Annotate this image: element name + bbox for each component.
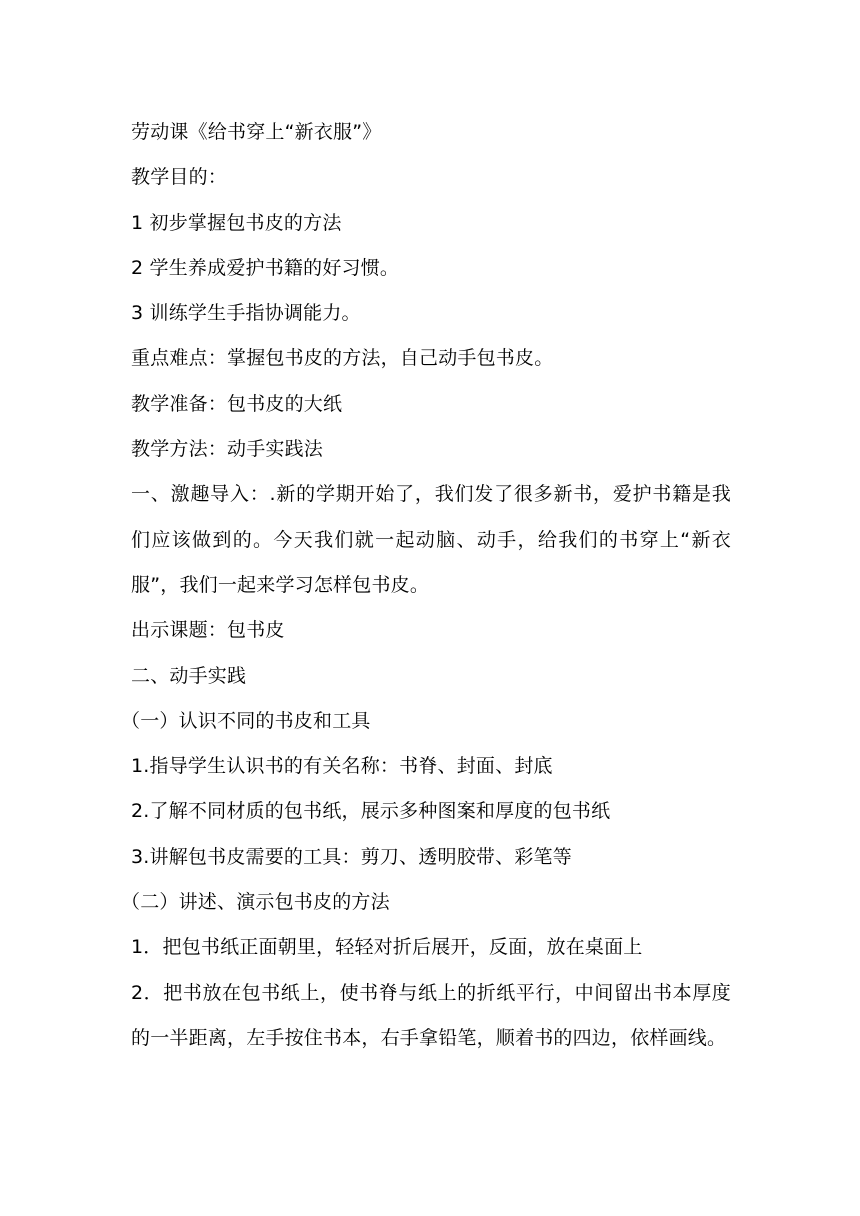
document-body: [121, 110, 731, 1061]
goals-heading: 教学目的：: [131, 166, 228, 189]
preparation-line: 教学准备：包书皮的大纸: [131, 392, 343, 415]
intro-paragraph: 一、激趣导入：.新的学期开始了，我们发了很多新书，爱护书籍是我们应该做到的。今天我们就一起动脑、动手，给我们的书穿上“新衣服”，我们一起来学习怎样包书皮。: [131, 483, 731, 596]
goal-item: 2 学生养成爱护书籍的好习惯。: [131, 256, 400, 279]
step-paragraph: 2．把书放在包书纸上，使书脊与纸上的折纸平行，中间留出书本厚度的一半距离，左手按住书本，右手拿铅笔，顺着书的四边，依样画线。: [131, 981, 731, 1049]
method-line: 教学方法：动手实践法: [131, 438, 324, 461]
show-topic-line: 出示课题：包书皮: [131, 619, 285, 642]
subsection-heading: （二）讲述、演示包书皮的方法: [121, 891, 390, 914]
list-item: 2.了解不同材质的包书纸，展示多种图案和厚度的包书纸: [131, 800, 611, 823]
goal-item: 3 训练学生手指协调能力。: [131, 302, 361, 325]
list-item: 3.讲解包书皮需要的工具：剪刀、透明胶带、彩笔等: [131, 845, 572, 868]
key-points-line: 重点难点：掌握包书皮的方法，自己动手包书皮。: [131, 347, 554, 370]
step-item: 1．把包书纸正面朝里，轻轻对折后展开，反面，放在桌面上: [131, 936, 643, 959]
subsection-heading: （一）认识不同的书皮和工具: [121, 709, 371, 732]
section-heading: 二、动手实践: [131, 664, 247, 687]
goal-item: 1 初步掌握包书皮的方法: [131, 211, 342, 234]
list-item: 1.指导学生认识书的有关名称：书脊、封面、封底: [131, 755, 553, 778]
document-title: 劳动课《给书穿上“新衣服”》: [131, 121, 382, 143]
